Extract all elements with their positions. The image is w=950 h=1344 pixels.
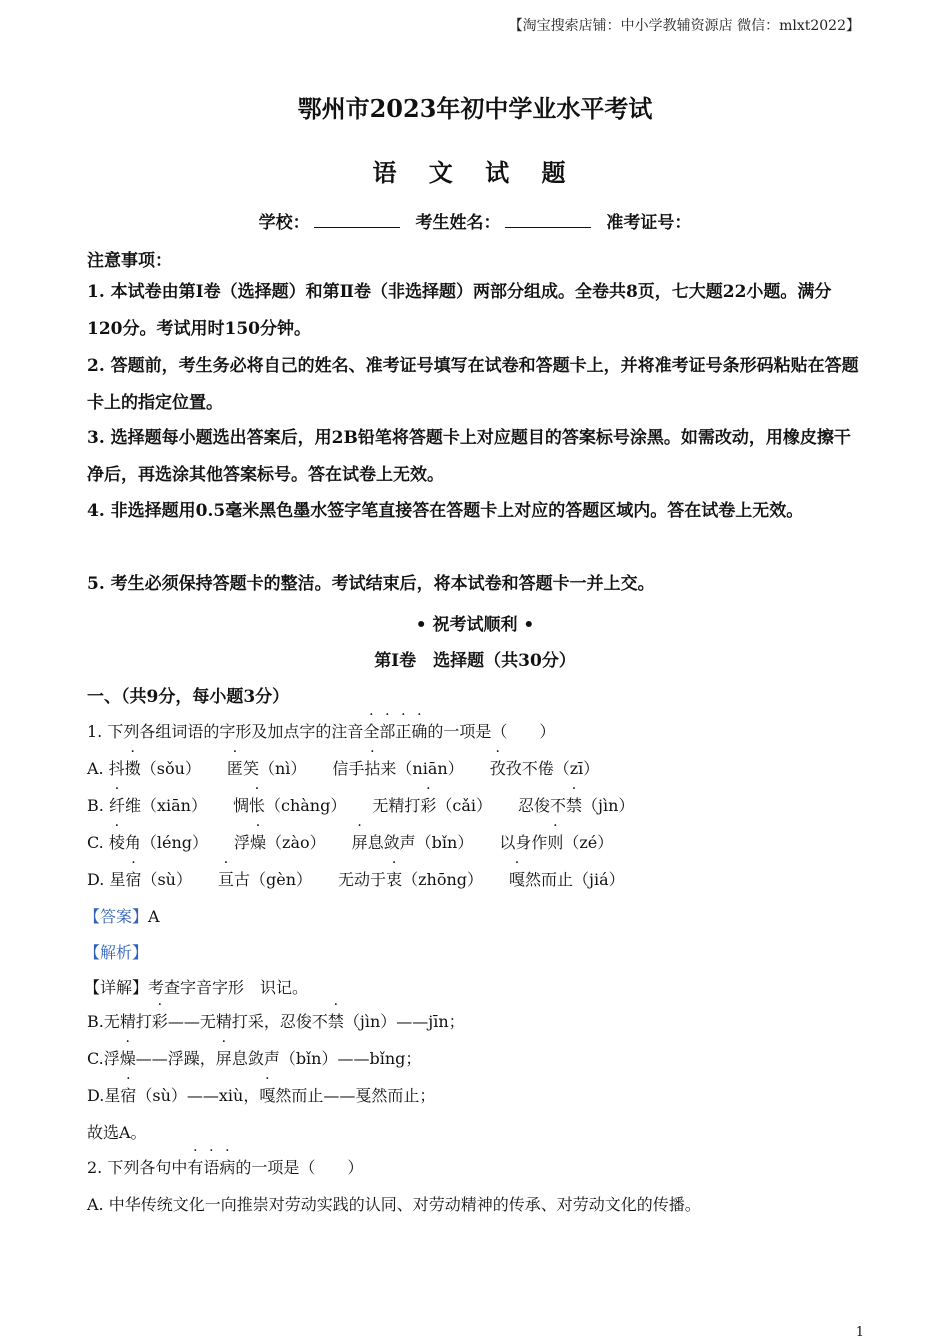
page-title: 鄂州市2023年初中学业水平考试 bbox=[297, 94, 653, 123]
section-title: 第Ⅰ卷 选择题（共30分） bbox=[374, 651, 576, 671]
question-1-option-a: A. 抖擞（sǒu） 匿笑（nì） 信手拈来（niān） 孜孜不倦（zī） bbox=[87, 759, 600, 778]
page-number: 1 bbox=[855, 1325, 864, 1340]
header-note: 【淘宝搜索店铺：中小学教辅资源店 微信：mlxt2022】 bbox=[508, 18, 860, 34]
notice-5: 5. 考生必须保持答题卡的整洁。考试结束后，将本试卷和答题卡一并上交。 bbox=[87, 574, 655, 594]
name-label: 考生姓名： bbox=[415, 213, 501, 233]
notice-title: 注意事项： bbox=[87, 251, 172, 271]
student-info-fields bbox=[0, 208, 950, 233]
notice-3: 3. 选择题每小题选出答案后，用2B铅笔将答题卡上对应题目的答案标号涂黑。如需改动，用橡皮擦干净后，再选涂其他答案标号。答在试卷上无效。 bbox=[87, 428, 851, 485]
question-1-option-c: C. 棱角（léng） 浮燥（zào） 屏息敛声（bǐn） 以身作则（zé） bbox=[87, 833, 614, 852]
explanation-d: D.星宿（sù）——xiù，嘎然而止——戛然而止； bbox=[87, 1086, 436, 1105]
notice-2: 2. 答题前，考生务必将自己的姓名、准考证号填写在试卷和答题卡上，并将准考证号条形码粘贴在答题卡上的指定位置。 bbox=[87, 356, 859, 413]
analysis-label: 【解析】 bbox=[84, 943, 149, 962]
question-2-stem: 2. 下列各句中有语病的一项是（ ） bbox=[87, 1158, 364, 1177]
notice-4: 4. 非选择题用0.5毫米黑色墨水签字笔直接答在答题卡上对应的答题区域内。答在试卷上无效。 bbox=[87, 501, 804, 521]
school-blank bbox=[314, 213, 400, 228]
question-1-stem: 1. 下列各组词语的字形及加点字的注音全部正确的一项是（ ） bbox=[87, 722, 556, 741]
conclusion: 故选A。 bbox=[87, 1123, 147, 1142]
notice-1: 1. 本试卷由第Ⅰ卷（选择题）和第Ⅱ卷（非选择题）两部分组成。全卷共8页，七大题22小题。满分120分。考试用时150分钟。 bbox=[87, 282, 832, 339]
explanation-b: B.无精打彩——无精打采，忍俊不禁（jìn）——jīn； bbox=[87, 1012, 465, 1031]
question-1-option-d: D. 星宿（sù） 亘古（gèn） 无动于衷（zhōng） 嘎然而止（jiá） bbox=[87, 870, 625, 889]
question-1-option-b: B. 纤维（xiān） 惆怅（chàng） 无精打彩（cǎi） 忍俊不禁（jìn） bbox=[87, 796, 635, 815]
part-title: 一、（共9分，每小题3分） bbox=[87, 687, 290, 707]
question-2-option-a: A. 中华传统文化一向推崇对劳动实践的认同、对劳动精神的传承、对劳动文化的传播。 bbox=[87, 1195, 701, 1214]
detail-line: 【详解】考查字音字形 识记。 bbox=[84, 978, 309, 997]
name-blank bbox=[505, 213, 591, 228]
id-label: 准考证号： bbox=[606, 213, 692, 233]
school-label: 学校： bbox=[258, 213, 310, 233]
subject-title: 语 文 试 题 bbox=[372, 158, 578, 187]
answer-line bbox=[84, 904, 160, 927]
answer-label: 【答案】 bbox=[84, 907, 149, 926]
answer-value: A bbox=[148, 907, 160, 926]
blessing: • 祝考试顺利 • bbox=[415, 615, 535, 635]
explanation-c: C.浮燥——浮躁，屏息敛声（bǐn）——bǐng； bbox=[87, 1049, 422, 1068]
